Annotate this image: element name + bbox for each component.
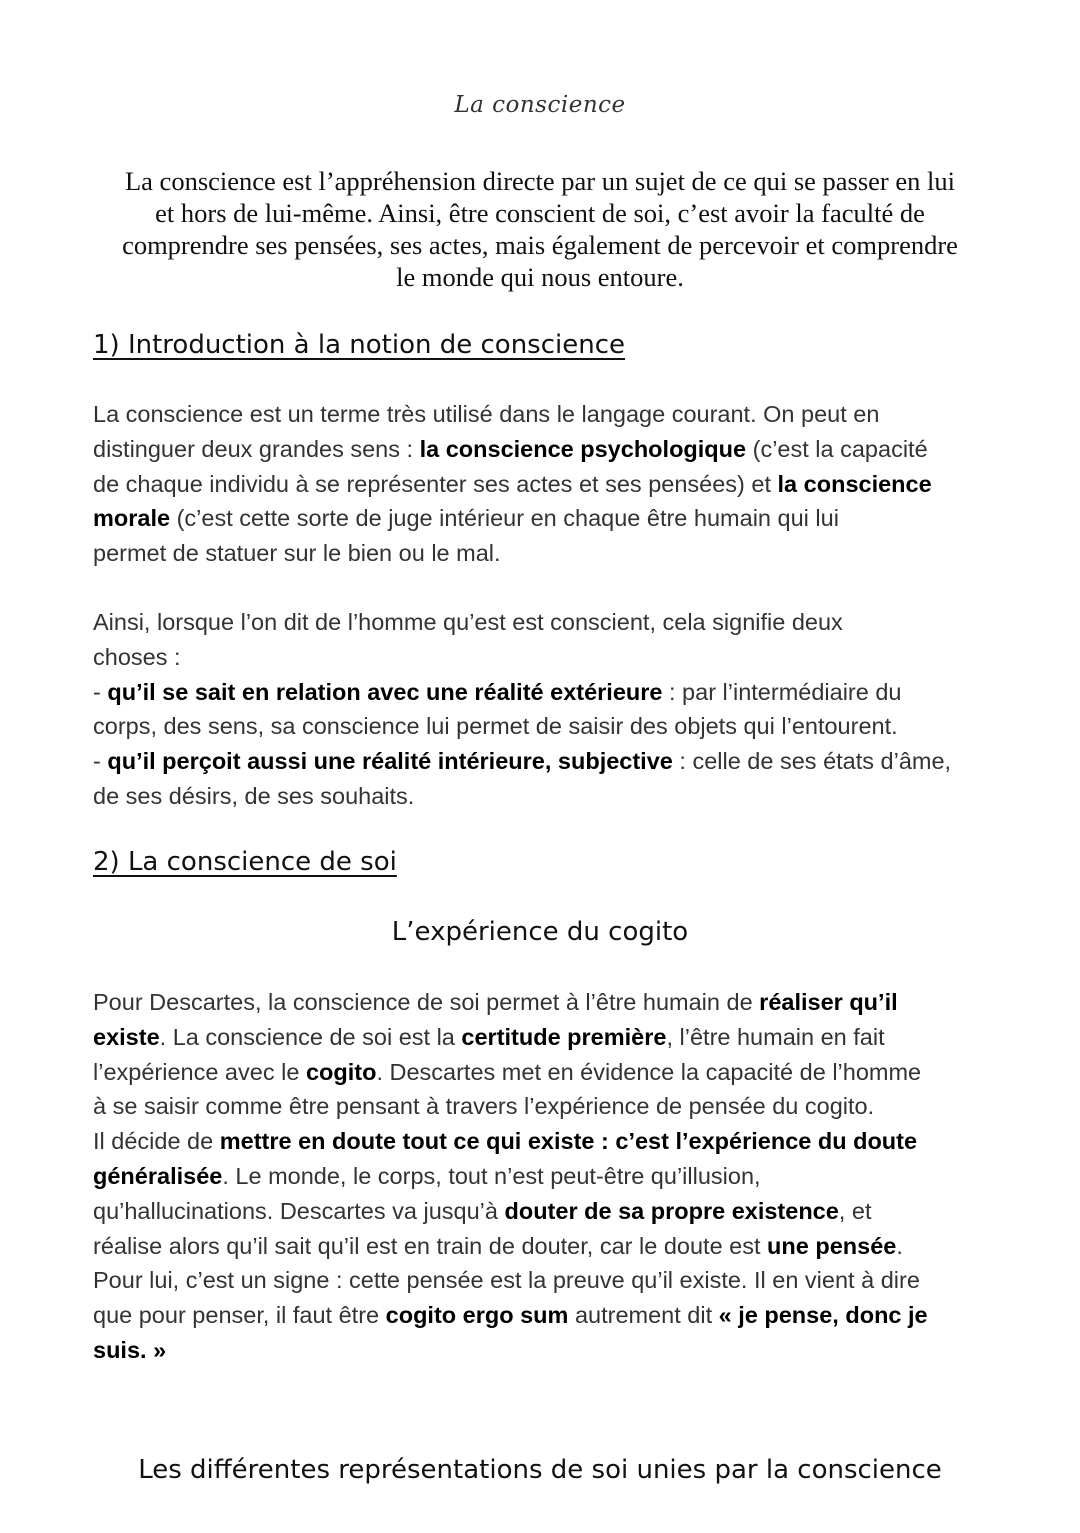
emphasis: la conscience psychologique [419,435,747,462]
text-line: de ses désirs, de ses souhaits. [93,782,415,809]
section-2-heading: 2) La conscience de soi [93,847,397,877]
list-item: - qu’il perçoit aussi une réalité intérieure, subjective : celle de ses états d’âme, [93,748,952,775]
emphasis: mettre en doute tout ce qui existe : c’est l’expérience du doute [219,1128,918,1155]
text-line: qu’hallucinations. Descartes va jusqu’à douter de sa propre existence, et [93,1197,872,1224]
text-line: choses : [93,643,181,670]
section-2-subheading-2: Les différentes représentations de soi unies par la conscience [138,1455,942,1485]
intro-line: et hors de lui-même. Ainsi, être conscient de soi, c’est avoir la faculté de [155,198,925,228]
emphasis: cogito ergo sum [385,1302,569,1329]
emphasis: certitude première [461,1023,667,1050]
emphasis: existe [93,1023,160,1050]
text-line: que pour penser, il faut être cogito ergo sum autrement dit « je pense, donc je [93,1302,928,1329]
text-line: corps, des sens, sa conscience lui permet de saisir des objets qui l’entourent. [93,713,898,740]
emphasis: qu’il perçoit aussi une réalité intérieure, subjective [107,748,673,775]
text-line: permet de statuer sur le bien ou le mal. [93,540,501,567]
emphasis: douter de sa propre existence [504,1197,839,1224]
emphasis: morale [93,505,171,532]
intro-line: La conscience est l’appréhension directe par un sujet de ce qui se passer en lui [124,166,955,196]
emphasis: une pensée [767,1232,897,1259]
emphasis: réaliser qu’il [759,989,898,1015]
text-line: Ainsi, lorsque l’on dit de l’homme qu’est est conscient, cela signifie deux [93,609,843,635]
intro-line: comprendre ses pensées, ses actes, mais également de percevoir et comprendre [122,230,958,260]
intro-paragraph [80,165,1000,293]
text-line: réalise alors qu’il sait qu’il est en train de douter, car le doute est une pensée. [93,1232,903,1259]
text-line: généralisée. Le monde, le corps, tout n’est peut-être qu’illusion, [93,1162,761,1189]
text-line: Pour lui, c’est un signe : cette pensée est la preuve qu’il existe. Il en vient à dire [93,1267,920,1294]
text-line [93,1333,993,1368]
list-item: - qu’il se sait en relation avec une réalité extérieure : par l’intermédiaire du [93,678,902,705]
section-1-paragraph-2 [93,605,993,814]
emphasis: la conscience [777,470,932,497]
text-line: distinguer deux grandes sens : la conscience psychologique (c’est la capacité [93,435,928,462]
intro-line: le monde qui nous entoure. [396,262,684,292]
section-1-paragraph-1 [93,397,993,571]
text-line: l’expérience avec le cogito. Descartes met en évidence la capacité de l’homme [93,1058,922,1085]
text-line: Il décide de mettre en doute tout ce qui existe : c’est l’expérience du doute [93,1128,918,1155]
text-line: Pour Descartes, la conscience de soi permet à l’être humain de réaliser qu’il [93,989,898,1015]
section-2-subheading: L’expérience du cogito [391,917,689,947]
emphasis: suis. » [93,1336,167,1363]
section-1-heading: 1) Introduction à la notion de conscience [93,330,626,360]
document-title: La conscience [454,92,626,118]
emphasis: généralisée [93,1162,223,1189]
text-line: morale (c’est cette sorte de juge intérieur en chaque être humain qui lui [93,505,839,532]
text-line: La conscience est un terme très utilisé dans le langage courant. On peut en [93,401,880,427]
emphasis: qu’il se sait en relation avec une réalité extérieure [107,678,663,705]
emphasis: « je pense, donc je [718,1302,928,1329]
emphasis: cogito [305,1058,377,1085]
text-line: à se saisir comme être pensant à travers l’expérience de pensée du cogito. [93,1093,875,1120]
text-line: existe. La conscience de soi est la certitude première, l’être humain en fait [93,1023,885,1050]
section-2-paragraph-1 [93,985,993,1368]
text-line: de chaque individu à se représenter ses actes et ses pensées) et la conscience [93,470,932,497]
